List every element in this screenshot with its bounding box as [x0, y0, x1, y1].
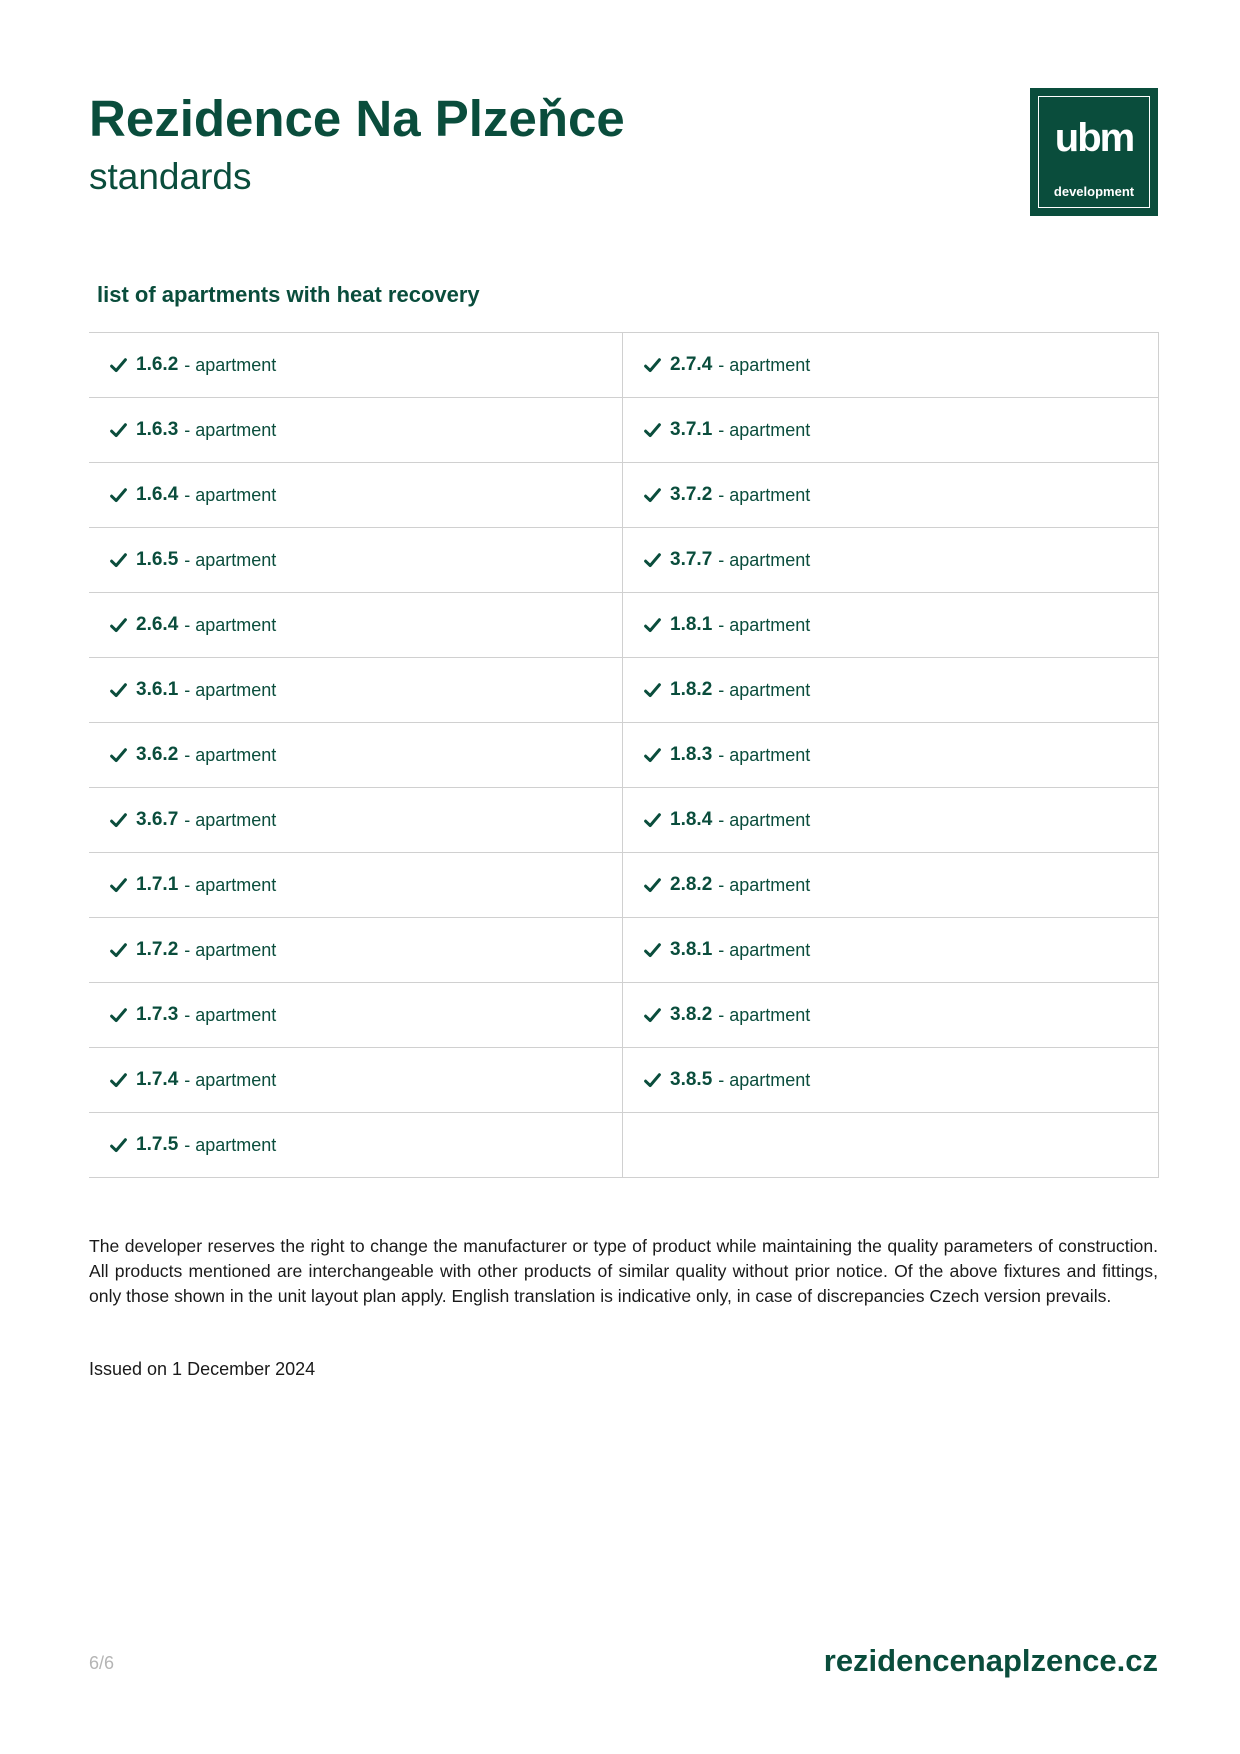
apartment-label: - apartment — [718, 1004, 811, 1025]
checkmark-icon — [110, 747, 127, 764]
checkmark-icon — [644, 747, 661, 764]
apartment-row — [623, 463, 1158, 528]
apartment-label: - apartment — [184, 1069, 277, 1090]
apartment-code: 1.8.1 — [670, 614, 713, 635]
checkmark-icon — [644, 812, 661, 829]
apartment-row — [89, 723, 623, 788]
apartments-table — [89, 332, 1159, 1178]
empty-cell — [623, 1113, 1158, 1178]
apartment-label: - apartment — [718, 744, 811, 765]
apartment-label: - apartment — [184, 549, 277, 570]
apartment-row — [89, 983, 623, 1048]
apartment-label: - apartment — [184, 614, 277, 635]
apartment-row — [89, 918, 623, 983]
apartment-code: 3.8.1 — [670, 939, 713, 960]
apartment-row — [89, 593, 623, 658]
apartment-label: - apartment — [718, 809, 811, 830]
checkmark-icon — [644, 552, 661, 569]
apartment-code: 3.7.2 — [670, 484, 713, 505]
apartment-label: - apartment — [718, 614, 811, 635]
apartment-row — [623, 723, 1158, 788]
page-title: Rezidence Na Plzeňce — [89, 90, 625, 147]
apartment-code: 3.8.5 — [670, 1069, 713, 1090]
apartment-code: 3.8.2 — [670, 1004, 713, 1025]
checkmark-icon — [644, 1072, 661, 1089]
apartment-row — [623, 398, 1158, 463]
apartment-row — [623, 593, 1158, 658]
apartment-code: 2.7.4 — [670, 354, 713, 375]
apartment-code: 1.6.4 — [136, 484, 179, 505]
checkmark-icon — [110, 617, 127, 634]
apartment-row — [623, 788, 1158, 853]
apartment-row — [623, 333, 1158, 398]
apartment-code: 1.6.3 — [136, 419, 179, 440]
apartment-label: - apartment — [718, 354, 811, 375]
checkmark-icon — [110, 487, 127, 504]
apartment-label: - apartment — [718, 939, 811, 960]
apartment-row — [623, 983, 1158, 1048]
apartment-label: - apartment — [184, 874, 277, 895]
checkmark-icon — [644, 487, 661, 504]
apartment-row — [623, 1048, 1158, 1113]
apartment-label: - apartment — [718, 484, 811, 505]
apartment-label: - apartment — [718, 679, 811, 700]
apartment-row — [623, 658, 1158, 723]
apartment-label: - apartment — [184, 744, 277, 765]
checkmark-icon — [644, 682, 661, 699]
apartment-code: 1.6.2 — [136, 354, 179, 375]
apartment-row — [623, 918, 1158, 983]
apartment-label: - apartment — [718, 419, 811, 440]
checkmark-icon — [110, 877, 127, 894]
apartment-row — [623, 853, 1158, 918]
apartment-code: 3.6.7 — [136, 809, 179, 830]
apartment-code: 1.8.2 — [670, 679, 713, 700]
checkmark-icon — [110, 1137, 127, 1154]
apartment-code: 1.6.5 — [136, 549, 179, 570]
apartment-label: - apartment — [718, 549, 811, 570]
checkmark-icon — [110, 422, 127, 439]
apartment-label: - apartment — [184, 939, 277, 960]
apartment-label: - apartment — [184, 354, 277, 375]
checkmark-icon — [110, 1007, 127, 1024]
checkmark-icon — [644, 1007, 661, 1024]
checkmark-icon — [110, 1072, 127, 1089]
apartment-label: - apartment — [184, 1004, 277, 1025]
checkmark-icon — [110, 682, 127, 699]
apartment-code: 3.6.1 — [136, 679, 179, 700]
checkmark-icon — [644, 942, 661, 959]
apartment-code: 3.7.7 — [670, 549, 713, 570]
apartment-code: 2.6.4 — [136, 614, 179, 635]
apartment-row — [89, 853, 623, 918]
checkmark-icon — [644, 422, 661, 439]
checkmark-icon — [110, 812, 127, 829]
apartment-label: - apartment — [718, 1069, 811, 1090]
apartment-label: - apartment — [184, 484, 277, 505]
apartment-row — [89, 1048, 623, 1113]
section-heading: list of apartments with heat recovery — [97, 282, 480, 307]
apartment-row — [89, 398, 623, 463]
apartment-row — [89, 333, 623, 398]
page-number: 6/6 — [89, 1653, 115, 1673]
apartment-row — [89, 658, 623, 723]
apartment-code: 1.7.2 — [136, 939, 179, 960]
issue-date: Issued on 1 December 2024 — [89, 1359, 316, 1379]
apartment-label: - apartment — [184, 419, 277, 440]
checkmark-icon — [110, 942, 127, 959]
apartment-code: 1.7.4 — [136, 1069, 179, 1090]
apartment-row — [89, 1113, 623, 1178]
checkmark-icon — [110, 552, 127, 569]
apartment-label: - apartment — [184, 679, 277, 700]
apartment-code: 1.8.4 — [670, 809, 713, 830]
apartment-row — [89, 788, 623, 853]
page-subtitle: standards — [89, 156, 252, 197]
apartment-code: 1.7.1 — [136, 874, 179, 895]
apartment-code: 1.7.5 — [136, 1134, 179, 1155]
checkmark-icon — [110, 357, 127, 374]
checkmark-icon — [644, 357, 661, 374]
apartment-code: 1.8.3 — [670, 744, 713, 765]
ubm-development-logo — [1030, 88, 1158, 216]
apartment-label: - apartment — [718, 874, 811, 895]
apartment-row — [89, 463, 623, 528]
apartment-code: 3.6.2 — [136, 744, 179, 765]
disclaimer-text: The developer reserves the right to change the manufacturer or type of product while maintaining the quality parameters of construction. All products mentioned are interchangeable with other products of similar quality without prior notice. Of the above fixtures and fittings, only those shown in the unit layout plan apply. English translation is indicative only, in case of discrepancies Czech version prevails. — [89, 1236, 1158, 1306]
apartment-label: - apartment — [184, 1134, 277, 1155]
website-url: rezidencenaplzence.cz — [823, 1643, 1158, 1678]
logo-subtext: development — [1053, 184, 1135, 199]
apartment-code: 2.8.2 — [670, 874, 713, 895]
apartment-label: - apartment — [184, 809, 277, 830]
apartment-row — [623, 528, 1158, 593]
apartment-code: 1.7.3 — [136, 1004, 179, 1025]
apartment-row — [89, 528, 623, 593]
checkmark-icon — [644, 877, 661, 894]
checkmark-icon — [644, 617, 661, 634]
apartment-code: 3.7.1 — [670, 419, 713, 440]
logo-mark: ubm — [1054, 116, 1134, 160]
